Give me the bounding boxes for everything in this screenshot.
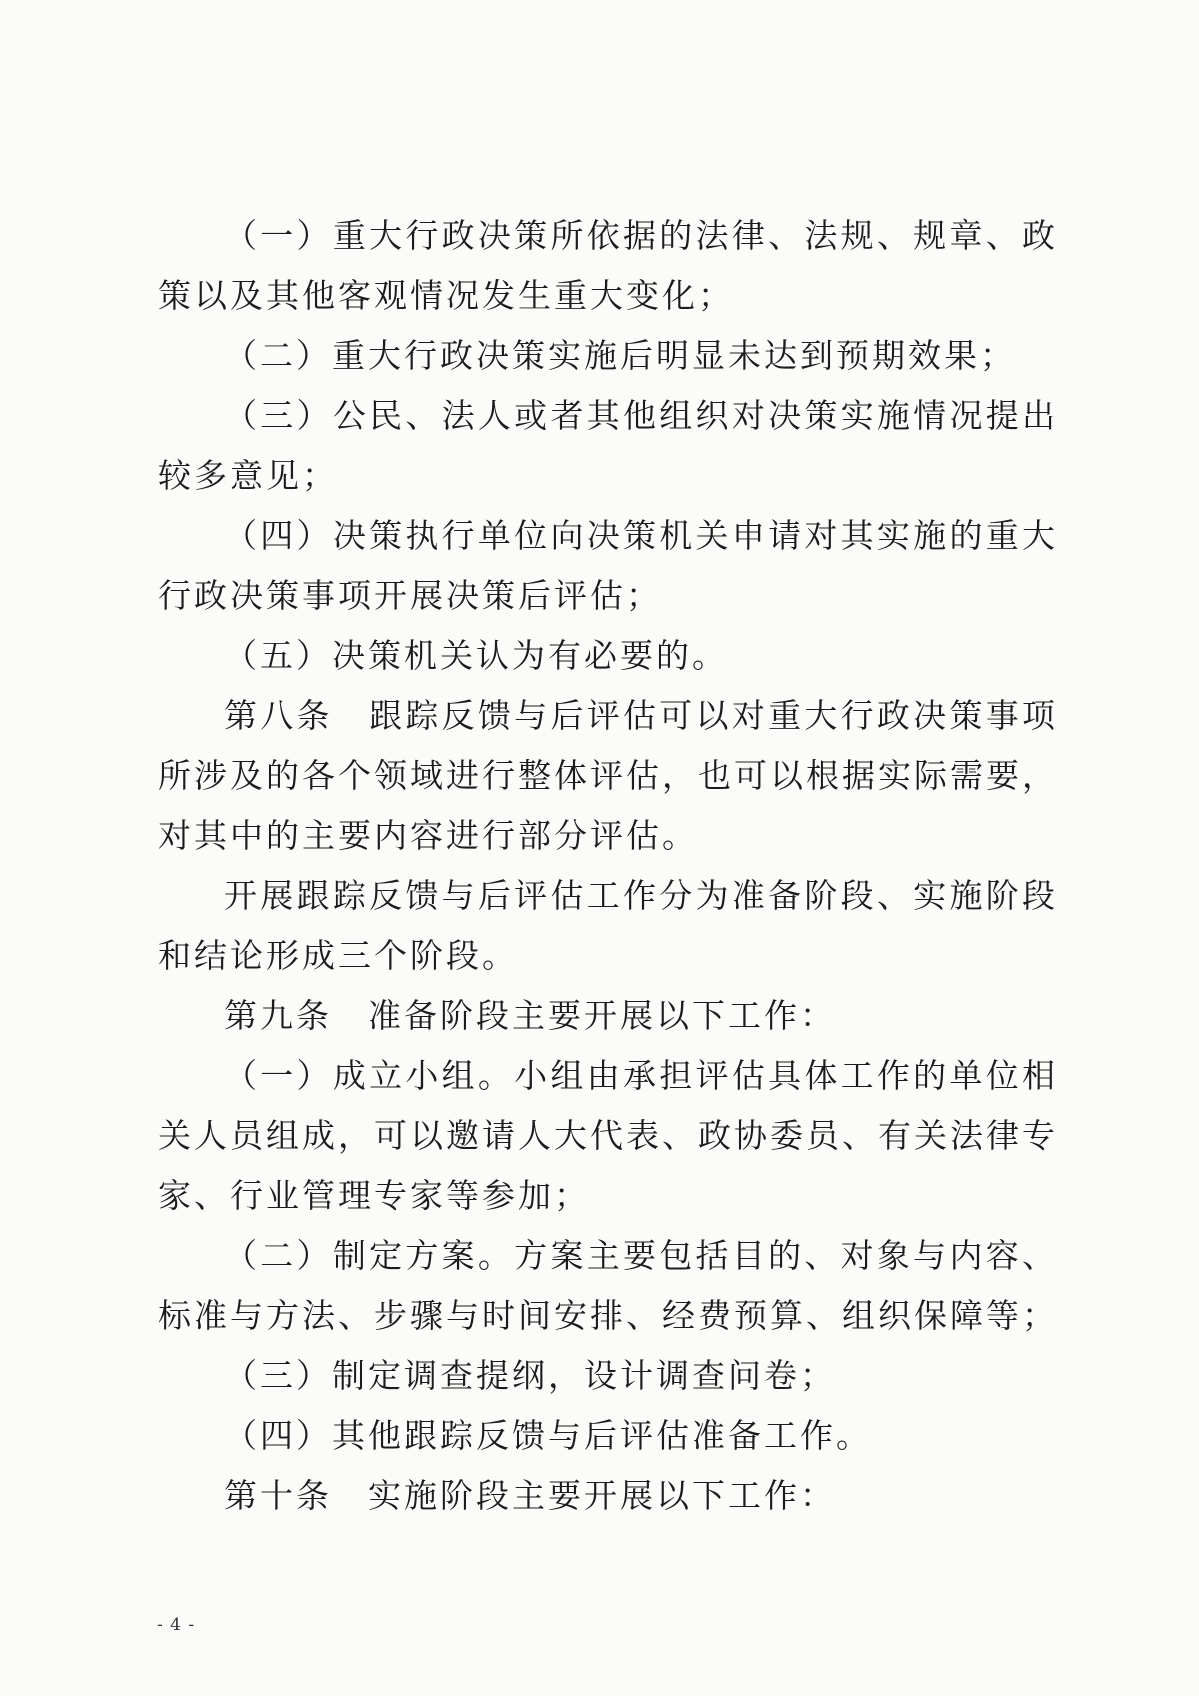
paragraph-clause-public-opinion: （三）公民、法人或者其他组织对决策实施情况提出较多意见； — [158, 396, 1058, 495]
paragraph-clause-executor-request: （四）决策执行单位向决策机关申请对其实施的重大行政决策事项开展决策后评估； — [158, 516, 1058, 615]
paragraph-stages: 开展跟踪反馈与后评估工作分为准备阶段、实施阶段和结论形成三个阶段。 — [158, 876, 1058, 975]
document-body — [158, 206, 1058, 1526]
paragraph-article-9: 第九条 准备阶段主要开展以下工作： — [224, 996, 836, 1035]
paragraph-item-survey: （三）制定调查提纲，设计调查问卷； — [224, 1356, 836, 1395]
page-number: - 4 - — [157, 1615, 196, 1635]
paragraph-clause-necessary: （五）决策机关认为有必要的。 — [224, 636, 728, 675]
paragraph-article-10: 第十条 实施阶段主要开展以下工作： — [224, 1476, 836, 1515]
paragraph-item-other: （四）其他跟踪反馈与后评估准备工作。 — [224, 1416, 872, 1455]
paragraph-item-plan: （二）制定方案。方案主要包括目的、对象与内容、标准与方法、步骤与时间安排、经费预算、组织保障等； — [158, 1236, 1058, 1335]
paragraph-item-team: （一）成立小组。小组由承担评估具体工作的单位相关人员组成，可以邀请人大代表、政协委员、有关法律专家、行业管理专家等参加； — [158, 1056, 1058, 1215]
paragraph-article-8: 第八条 跟踪反馈与后评估可以对重大行政决策事项所涉及的各个领域进行整体评估，也可以根据实际需要，对其中的主要内容进行部分评估。 — [158, 696, 1058, 855]
paragraph-clause-ineffective: （二）重大行政决策实施后明显未达到预期效果； — [224, 336, 1016, 375]
paragraph-clause-change: （一）重大行政决策所依据的法律、法规、规章、政策以及其他客观情况发生重大变化； — [158, 216, 1058, 315]
